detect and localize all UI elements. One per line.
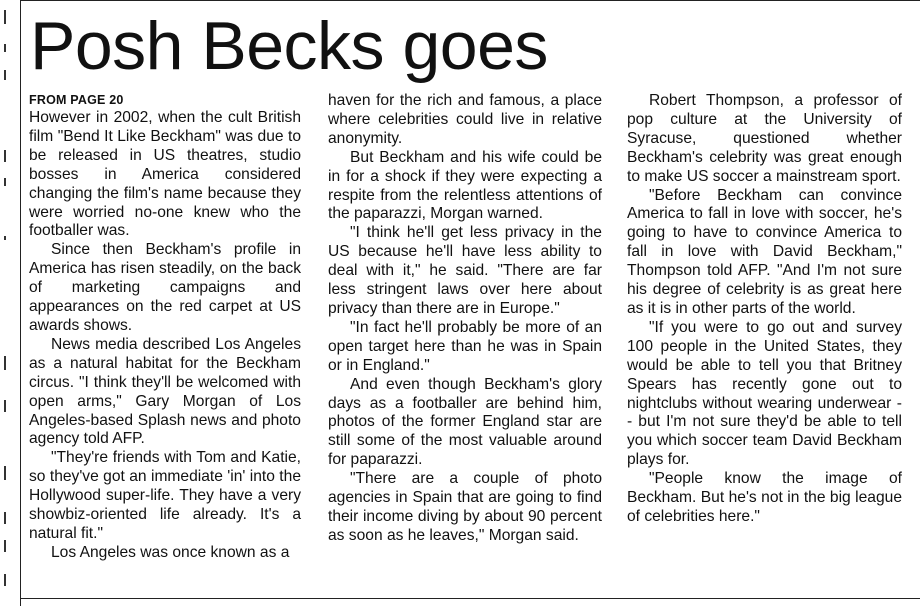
article-column-3 <box>627 92 902 527</box>
paragraph: "I think he'll get less privacy in the US because he'll have less ability to deal with it," he said. "There are far less stringent laws over here about privacy than there are in Europe." <box>328 224 602 317</box>
paragraph: And even though Beckham's glory days as a footballer are behind him, photos of the former England star are still some of the most valuable around for paparazzi. <box>328 375 602 469</box>
paragraph: "They're friends with Tom and Katie, so they've got an immediate 'in' into the Hollywood super-life. They have a very showbiz-oriented life already. It's a natural fit." <box>29 449 301 542</box>
jump-line: FROM PAGE 20 <box>29 93 124 107</box>
paragraph: "People know the image of Beckham. But he's not in the big league of celebrities here." <box>627 470 902 525</box>
paragraph: haven for the rich and famous, a place where celebrities could live in relative anonymity. <box>328 92 602 147</box>
left-margin-bleed-marks <box>0 0 14 606</box>
paragraph: However in 2002, when the cult British film "Bend It Like Beckham" was due to be released in US theatres, studio bosses in America considered changing the film's name because they were worried no-one knew who the footballer was. <box>29 109 301 240</box>
article-column-2 <box>328 92 602 546</box>
paragraph: "In fact he'll probably be more of an open target here than he was in Spain or in England." <box>328 318 602 374</box>
paragraph: "If you were to go out and survey 100 people in the United States, they would be able to tell you that Britney Spears has recently gone out to nightclubs without wearing underwear -- but I'm not sure they'd be able to tell you which soccer team David Beckham plays for. <box>627 318 902 469</box>
bottom-rule <box>20 598 920 599</box>
paragraph: "There are a couple of photo agencies in Spain that are going to find their income diving by about 90 percent as soon as he leaves," Morgan said. <box>328 470 602 544</box>
paragraph: "Before Beckham can convince America to fall in love with soccer, he's going to have to convince America to fall in love with David Beckham," Thompson told AFP. "And I'm not sure his degree of celebrity is as great here as it is in other parts of the world. <box>627 186 902 317</box>
paragraph: News media described Los Angeles as a natural habitat for the Beckham circus. "I think they'll be welcomed with open arms," Gary Morgan of Los Angeles-based Splash news and photo agency told AFP. <box>29 335 301 448</box>
paragraph: Robert Thompson, a professor of pop culture at the University of Syracuse, questioned whether Beckham's celebrity was great enough to make US soccer a mainstream sport. <box>627 92 902 185</box>
paragraph: Los Angeles was once known as a <box>51 543 290 561</box>
article-column-1 <box>29 92 301 563</box>
paragraph: But Beckham and his wife could be in for a shock if they were expecting a respite from the relentless attentions of the paparazzi, Morgan warned. <box>328 148 602 223</box>
paragraph: Since then Beckham's profile in America has risen steadily, on the back of marketing campaigns and appearances on the red carpet at US awards shows. <box>29 241 301 334</box>
headline: Posh Becks goes <box>30 8 548 84</box>
